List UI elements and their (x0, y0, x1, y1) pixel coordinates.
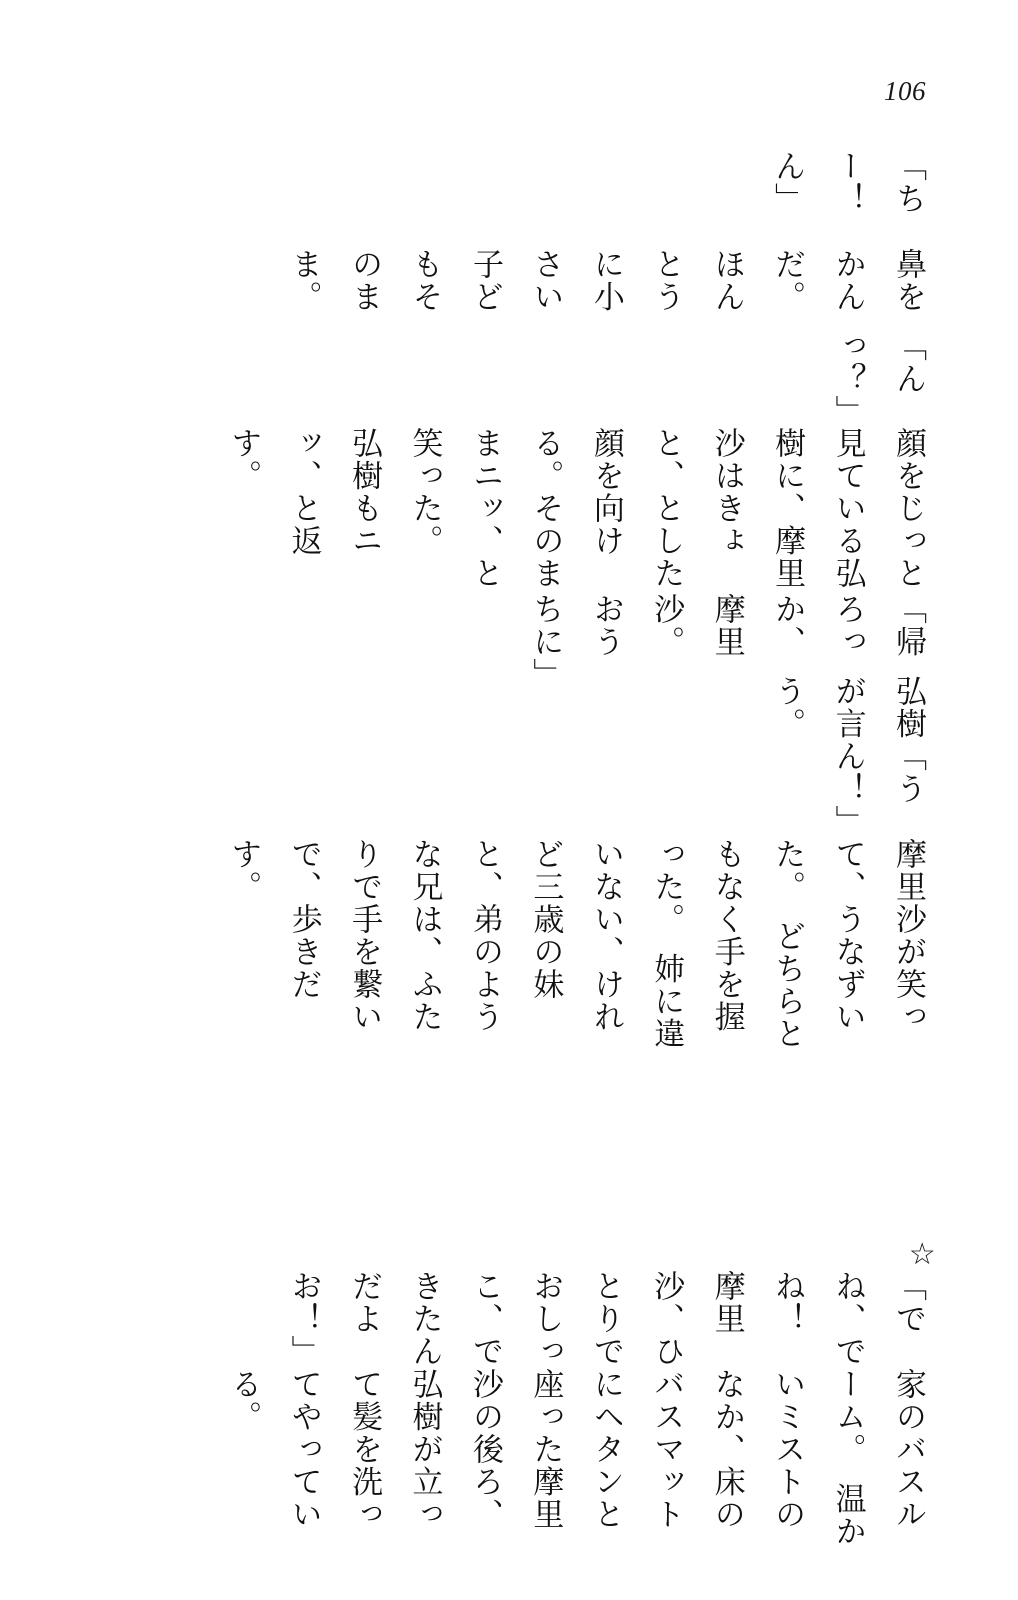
paragraph: 「帰ろっか、摩里沙。 おうちに」 (528, 593, 926, 691)
paragraph: 家のバスルーム。 温かいミストのなか、床のバスマットにヘタンと座った摩里沙の後ろ、弘樹が立って髪を洗ってやっている。 (226, 1367, 926, 1548)
page-number: 106 (884, 76, 926, 106)
paragraph: 摩里沙が笑って、うなずいた。 どちらともなく手を握った。 姉に違いない、けれど三歳の妹と、弟のような兄は、ふたりで手を繋いで、歩きだす。 (226, 837, 926, 1050)
star-icon: ☆ (908, 1238, 938, 1272)
star-ornament-separator (78, 1050, 938, 1270)
paragraph: 「でね、でね！ 摩里沙、ひとりでおしっこ、できたんだよお！」 (286, 1270, 926, 1368)
paragraph: 弘樹が言う。 (770, 675, 926, 741)
paragraph: 「ちー！ ん」 (770, 150, 926, 248)
paragraph: 「んっ？」 (830, 329, 926, 427)
page-text-body (78, 150, 938, 1550)
paragraph: 「うん！」 (830, 740, 926, 838)
paragraph: 顔をじっと見ている弘樹に、摩里沙はきょと、とした顔を向ける。そのままニッ、と笑った。 弘樹もニッ、と返す。 (226, 427, 926, 590)
paragraph: 鼻をかんだ。 ほんとうに小さい子どもそのまま。 (286, 247, 926, 330)
